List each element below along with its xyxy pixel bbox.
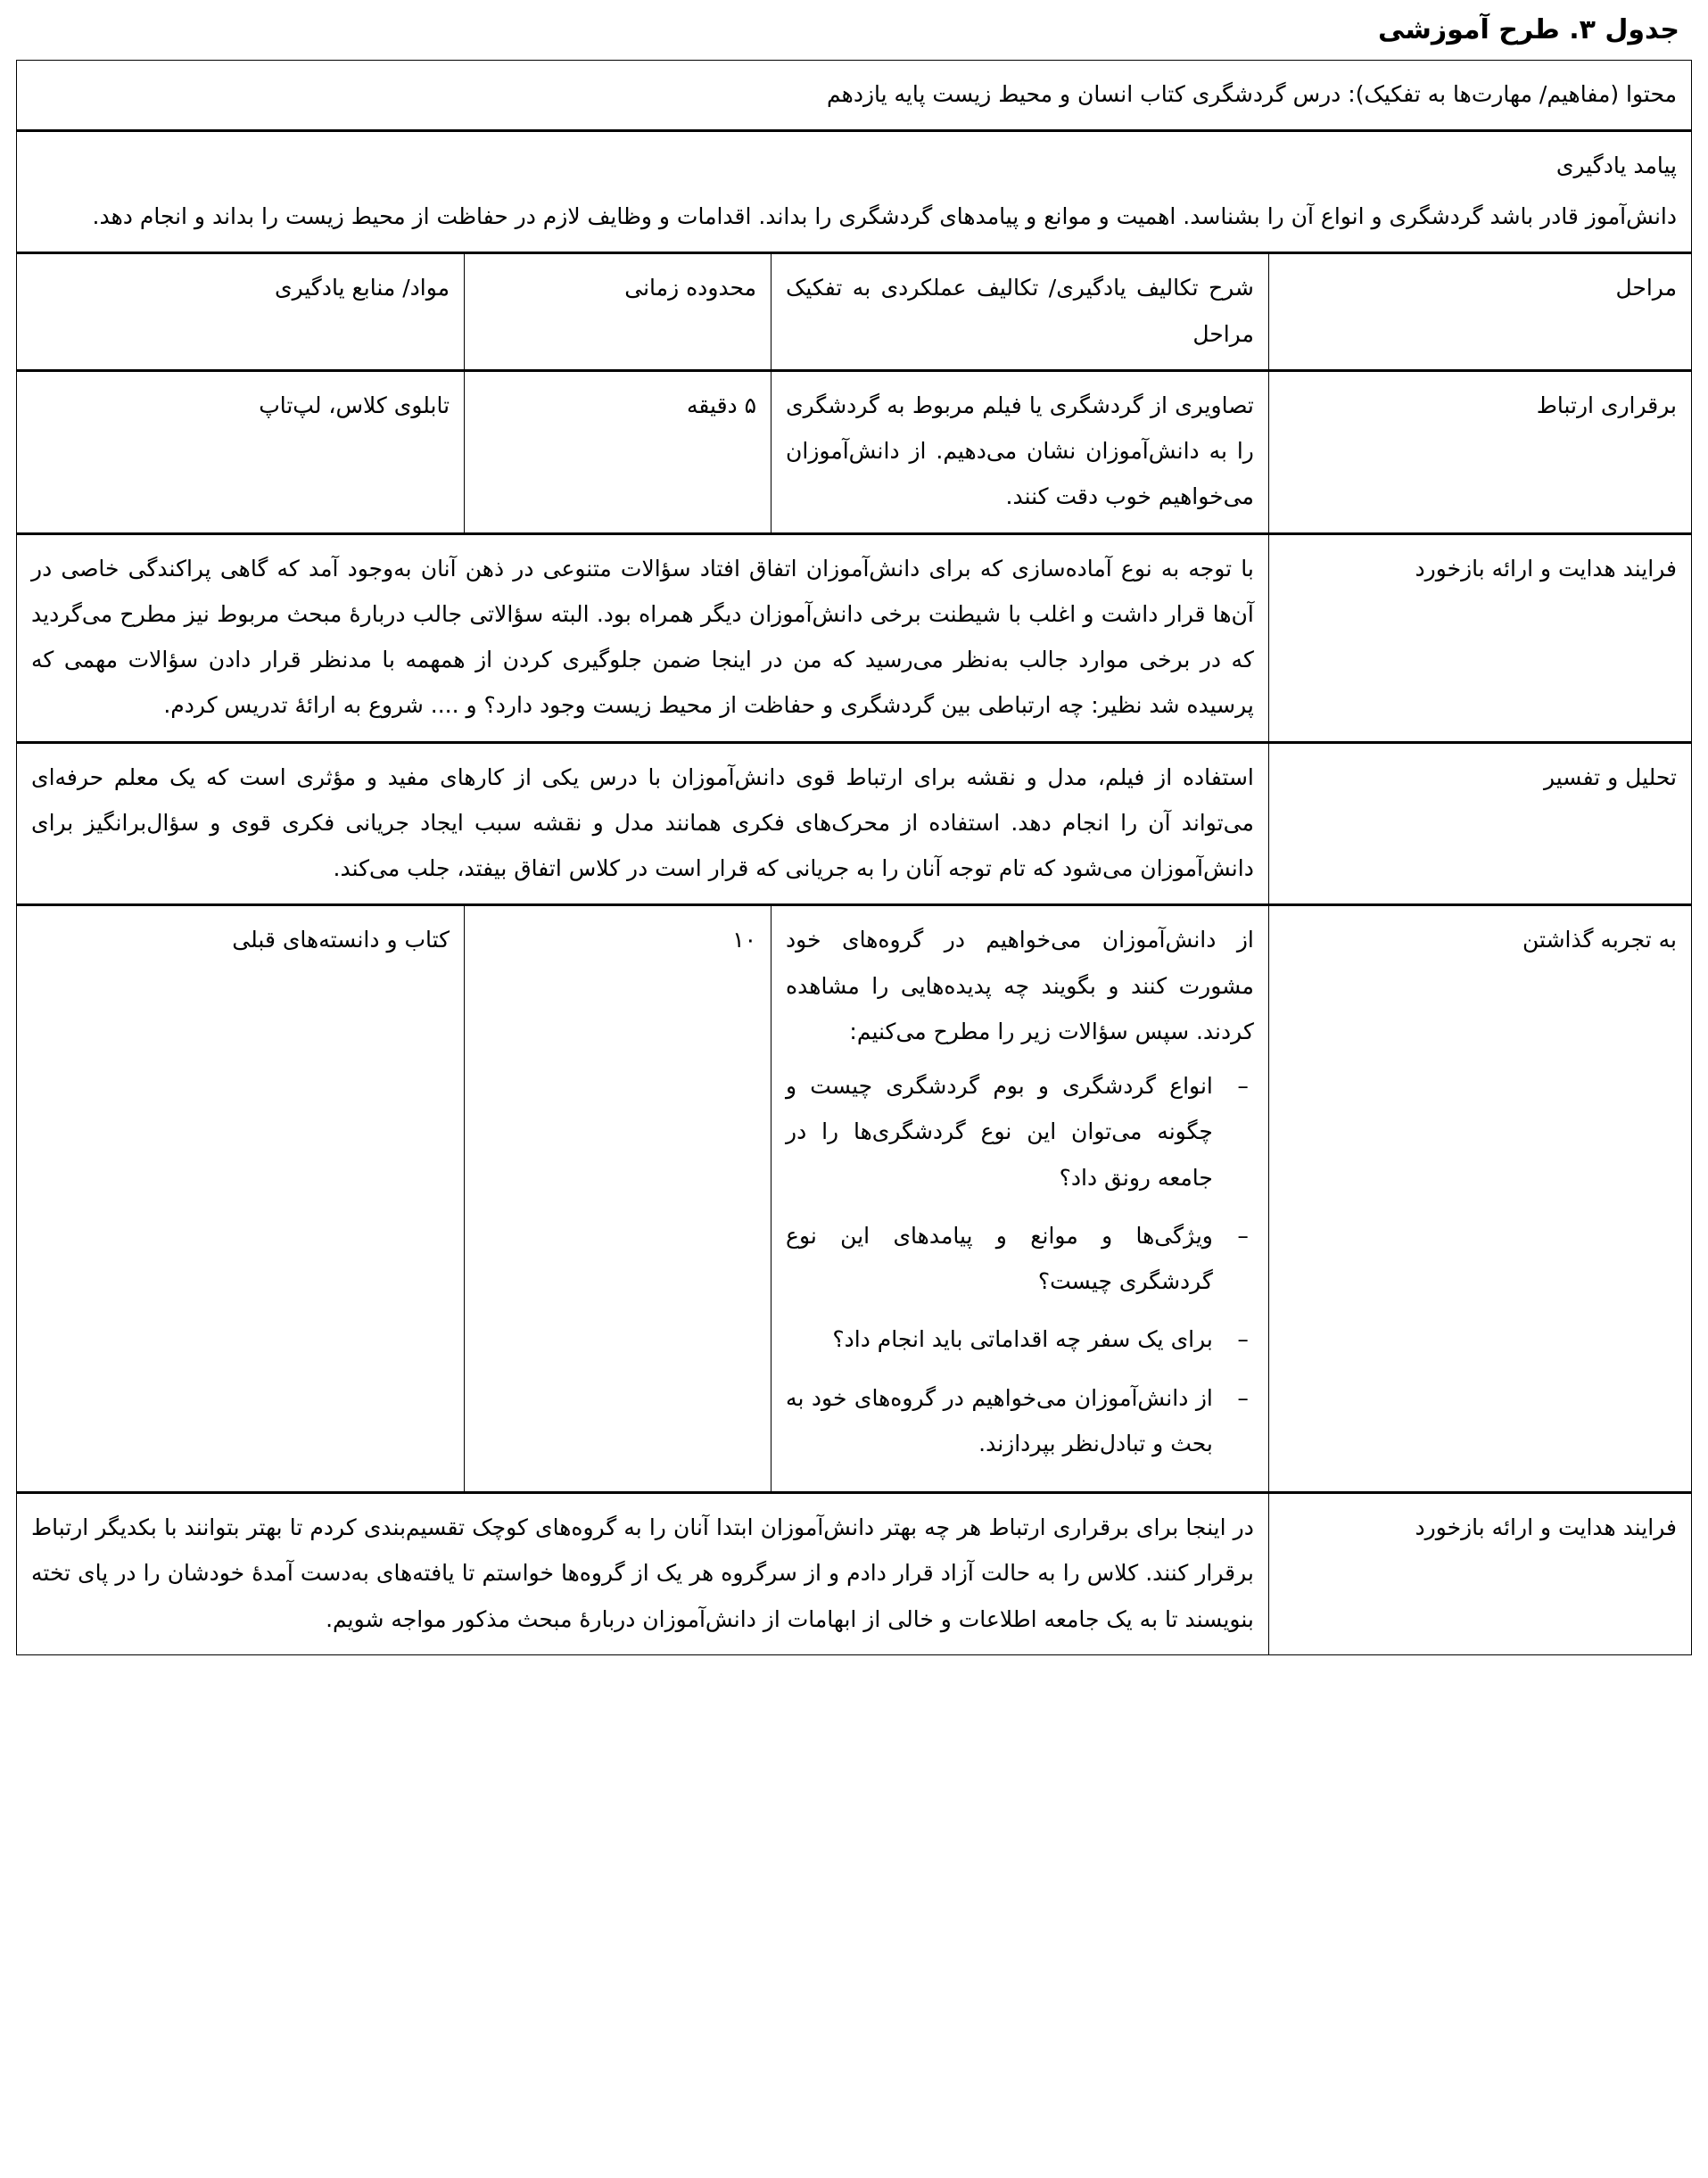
table-header-row (17, 253, 1692, 371)
stage-name: برقراری ارتباط (1268, 370, 1691, 533)
stage-description-intro: از دانش‌آموزان می‌خواهیم در گروه‌های خود مشورت کنند و بگویند چه پدیده‌هایی را مشاهده کردند. سپس سؤالات زیر را مطرح می‌کنیم: (786, 927, 1254, 1044)
bullet-dash-icon: – (1237, 1073, 1249, 1099)
content-banner-row (17, 60, 1692, 130)
stage-materials: تابلوی کلاس، لپ‌تاپ (17, 370, 465, 533)
question-text: برای یک سفر چه اقداماتی باید انجام داد؟ (832, 1326, 1213, 1353)
learning-outcome-text: دانش‌آموز قادر باشد گردشگری و انواع آن را بشناسد. اهمیت و موانع و پیامدهای گردشگری را بداند. اقدامات و وظایف لازم در حفاظت از محیط زیست را بداند و انجام دهد. (92, 203, 1677, 229)
stage-description: تصاویری از گردشگری یا فیلم مربوط به گردشگری را به دانش‌آموزان نشان می‌دهیم. از دانش‌آموزان می‌خواهیم خوب دقت کنند. (771, 370, 1269, 533)
column-header-stage: مراحل (1268, 253, 1691, 371)
question-list-item (786, 1316, 1254, 1362)
stage-name: تحلیل و تفسیر (1268, 742, 1691, 905)
stage-description: با توجه به نوع آماده‌سازی که برای دانش‌آموزان اتفاق افتاد سؤالات متنوعی در ذهن آنان به‌وجود آمد که گاهی پراکندگی خاصی در آن‌ها قرار داشت و اغلب با شیطنت برخی دانش‌آموزان دیگر همراه بود. البته سؤالاتی جالب دربارهٔ مبحث مربوط نیز مطرح می‌گردید که در برخی موارد جالب به‌نظر می‌رسید که من در اینجا ضمن جلوگیری کردن از همهمه با مدنظر قرار دادن سؤالات مهمی که پرسیده شد نظیر: چه ارتباطی بین گردشگری و حفاظت از محیط زیست وجود دارد؟ و .... شروع به ارائهٔ تدریس کردم. (17, 533, 1269, 742)
page-title: جدول ۳. طرح آموزشی (1377, 14, 1679, 45)
learning-outcome-cell (17, 130, 1692, 253)
question-text: انواع گردشگری و بوم گردشگری چیست و چگونه می‌توان این نوع گردشگری‌ها را در جامعه رونق داد؟ (786, 1073, 1213, 1191)
learning-outcome-row (17, 130, 1692, 253)
question-text: ویژگی‌ها و موانع و پیامدهای این نوع گردشگری چیست؟ (786, 1222, 1213, 1294)
teaching-plan-table (16, 60, 1692, 1655)
question-list-item (786, 1375, 1254, 1467)
bullet-dash-icon: – (1237, 1222, 1249, 1249)
stage-name: فرایند هدایت و ارائه بازخورد (1268, 1493, 1691, 1655)
content-banner-cell: محتوا (مفاهیم/ مهارت‌ها به تفکیک): درس گردشگری کتاب انسان و محیط زیست پایه یازدهم (17, 60, 1692, 130)
stage-description: در اینجا برای برقراری ارتباط هر چه بهتر دانش‌آموزان ابتدا آنان را به گروه‌های کوچک تقسیم‌بندی کردم تا بهتر بتوانند با بکدیگر ارتباط برقرار کنند. کلاس را به حالت آزاد قرار دادم و از سرگروه هر یک از گروه‌ها خواستم تا یافته‌های به‌دست آمدهٔ خودشان را در پای تخته بنویسند تا به یک جامعه اطلاعات و خالی از ابهامات از دانش‌آموزان دربارهٔ مبحث مذکور مواجه شویم. (17, 1493, 1269, 1655)
question-list-item (786, 1063, 1254, 1200)
stage-time: ۱۰ (465, 905, 771, 1493)
learning-outcome-label: پیامد یادگیری (1555, 152, 1677, 178)
column-header-time: محدوده زمانی (465, 253, 771, 371)
stage-time: ۵ دقیقه (465, 370, 771, 533)
bullet-dash-icon: – (1237, 1384, 1249, 1411)
stage-name: فرایند هدایت و ارائه بازخورد (1268, 533, 1691, 742)
table-row (17, 370, 1692, 533)
table-row (17, 1493, 1692, 1655)
question-text: از دانش‌آموزان می‌خواهیم در گروه‌های خود به بحث و تبادل‌نظر بپردازند. (786, 1384, 1213, 1456)
column-header-description: شرح تکالیف یادگیری/ تکالیف عملکردی به تفکیک مراحل (771, 253, 1269, 371)
stage-description: استفاده از فیلم، مدل و نقشه برای ارتباط قوی دانش‌آموزان با درس یکی از کارهای مفید و مؤثری است که یک معلم حرفه‌ای می‌تواند آن را انجام دهد. استفاده از محرک‌های فکری همانند مدل و نقشه سبب ایجاد جریانی فکری قوی و سؤال‌برانگیز برای دانش‌آموزان می‌شود که تام توجه آنان را به جریانی که قرار است در کلاس اتفاق بیفتد، جلب می‌کند. (17, 742, 1269, 905)
table-row (17, 742, 1692, 905)
column-header-materials: مواد/ منابع یادگیری (17, 253, 465, 371)
question-list (786, 1063, 1254, 1466)
stage-name: به تجربه گذاشتن (1268, 905, 1691, 1493)
table-row (17, 533, 1692, 742)
table-row (17, 905, 1692, 1493)
question-list-item (786, 1213, 1254, 1305)
stage-description (771, 905, 1269, 1493)
stage-materials: کتاب و دانسته‌های قبلی (17, 905, 465, 1493)
bullet-dash-icon: – (1237, 1326, 1249, 1353)
